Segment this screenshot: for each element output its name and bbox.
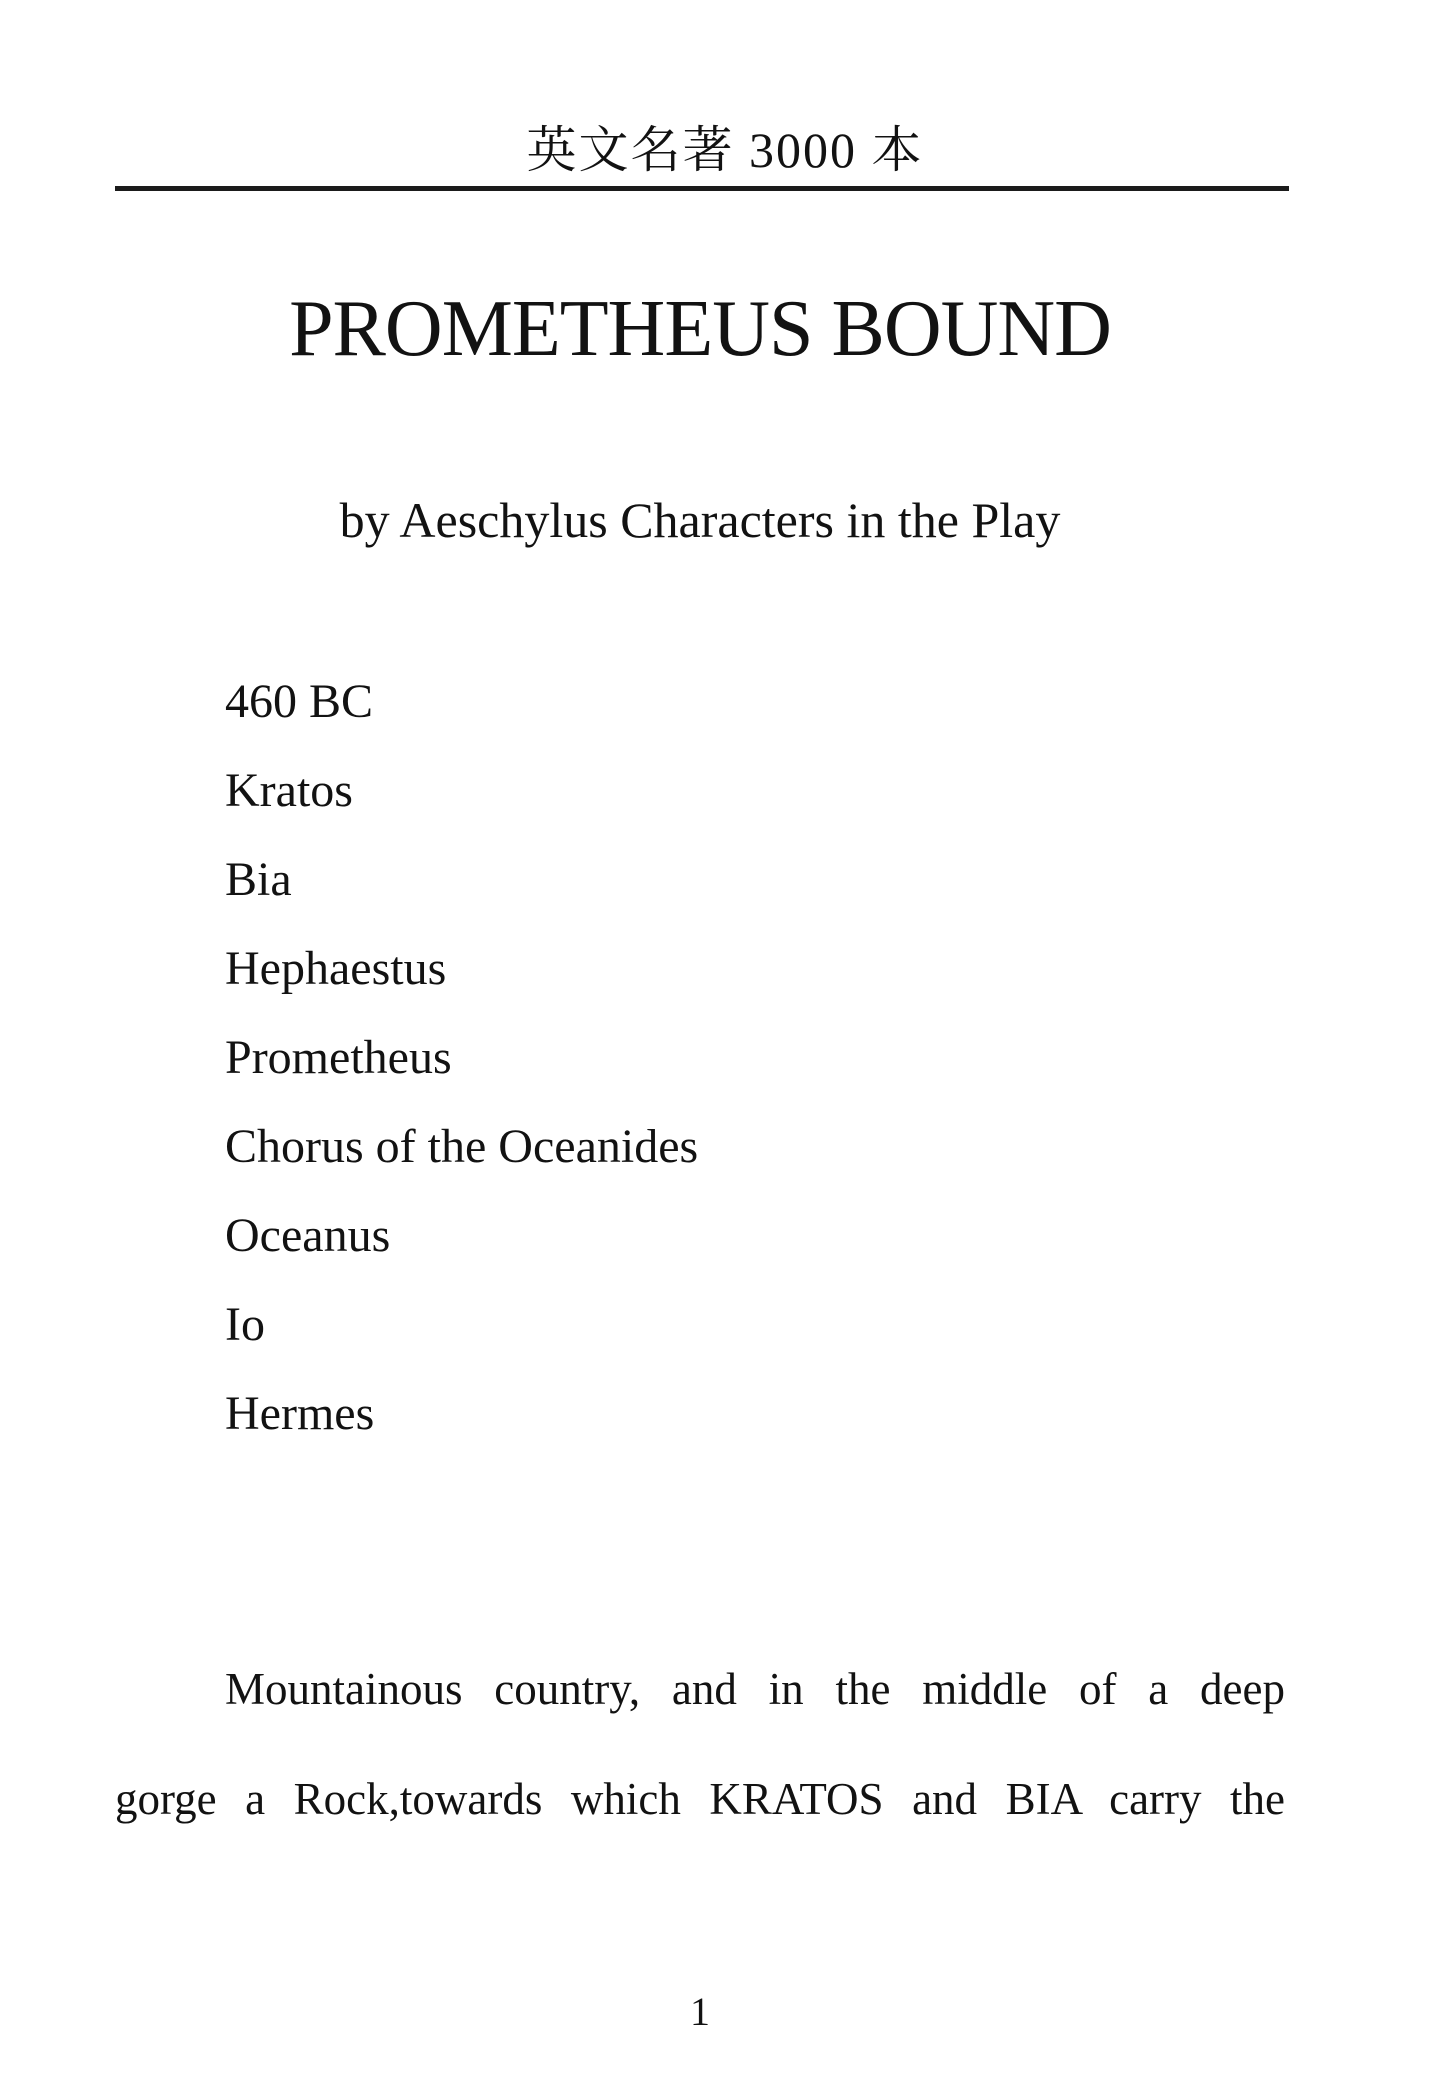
- character-list-item: Hephaestus: [225, 942, 447, 995]
- paragraph-line: Mountainous country, and in the middle of a deep: [225, 1664, 1285, 1714]
- character-list-item: Chorus of the Oceanides: [225, 1120, 699, 1173]
- character-list-item: Prometheus: [225, 1031, 452, 1084]
- character-list: [225, 657, 1285, 1458]
- character-list-item: Hermes: [225, 1387, 375, 1440]
- character-list-item: Bia: [225, 853, 292, 906]
- page-number: 1: [690, 1989, 710, 2034]
- book-title: PROMETHEUS BOUND: [289, 285, 1111, 373]
- character-list-item: 460 BC: [225, 675, 374, 728]
- running-header: 英文名著 3000 本: [526, 122, 924, 178]
- character-list-item: Oceanus: [225, 1209, 391, 1262]
- header-rule: [115, 186, 1289, 191]
- character-list-item: Kratos: [225, 764, 353, 817]
- paragraph-line: gorge a Rock,towards which KRATOS and BIA carry the: [115, 1774, 1285, 1824]
- byline: by Aeschylus Characters in the Play: [339, 492, 1061, 548]
- character-list-item: Io: [225, 1298, 265, 1351]
- stage-direction-paragraph: [115, 1634, 1285, 1854]
